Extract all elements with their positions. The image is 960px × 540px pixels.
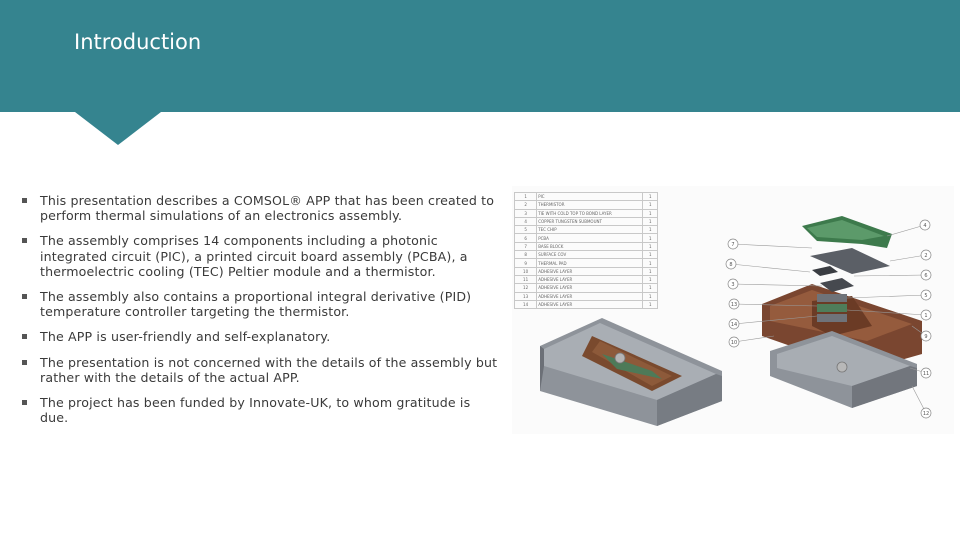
- bom-cell: SURFACE COV: [537, 251, 643, 259]
- housing-lid: [540, 318, 722, 426]
- bom-cell: 12: [515, 284, 537, 292]
- bom-cell: 1: [643, 193, 658, 201]
- banner-pointer: [75, 112, 161, 145]
- bom-cell: 1: [643, 284, 658, 292]
- bom-cell: 1: [643, 259, 658, 267]
- bom-cell: 1: [643, 217, 658, 225]
- balloon-label: 2: [924, 253, 928, 259]
- balloon-label: 13: [730, 302, 738, 308]
- leader-line: [733, 244, 812, 248]
- bom-cell: 1: [515, 193, 537, 201]
- leader-line: [847, 295, 926, 298]
- bom-cell: 13: [515, 292, 537, 300]
- bom-cell: 1: [643, 201, 658, 209]
- title-banner: [0, 0, 960, 112]
- leader-line: [890, 255, 926, 261]
- bom-cell: 1: [643, 242, 658, 250]
- bom-cell: 10: [515, 267, 537, 275]
- bullet-square-icon: [22, 198, 27, 203]
- balloon-label: 6: [924, 273, 928, 279]
- balloon-label: 12: [922, 411, 930, 417]
- bullet-text: The APP is user-friendly and self-explanatory.: [40, 329, 331, 345]
- bom-cell: 8: [515, 251, 537, 259]
- bom-cell: COPPER TUNGSTEN SUBMOUNT: [537, 217, 643, 225]
- bom-cell: 11: [515, 275, 537, 283]
- bom-cell: ADHESIVE LAYER: [537, 284, 643, 292]
- bullet-square-icon: [22, 334, 27, 339]
- bullet-item: [22, 289, 502, 319]
- bom-cell: THERMISTOR: [537, 201, 643, 209]
- bom-cell: 4: [515, 217, 537, 225]
- bullet-item: [22, 395, 502, 425]
- leader-line: [734, 336, 774, 342]
- bom-cell: 6: [515, 234, 537, 242]
- bullet-text: The project has been funded by Innovate-UK, to whom gratitude is due.: [40, 395, 471, 426]
- balloon-label: 7: [731, 242, 735, 248]
- bullet-text: The assembly comprises 14 components including a photonic integrated circuit (PIC), a printed circuit board assembly (PCBA), a thermoelectric cooling (TEC) Peltier module and a thermistor.: [40, 233, 468, 279]
- leader-line: [733, 284, 822, 286]
- bom-cell: 1: [643, 275, 658, 283]
- bom-cell: ADHESIVE LAYER: [537, 300, 643, 308]
- bom-cell: TIE WITH COLD TOP TO BOND LAYER: [537, 209, 643, 217]
- pcb-board: [802, 216, 892, 248]
- bom-cell: 1: [643, 209, 658, 217]
- slide-title: Introduction: [74, 30, 202, 54]
- bom-cell: 1: [643, 292, 658, 300]
- balloon-label: 9: [924, 334, 928, 340]
- bom-cell: 14: [515, 300, 537, 308]
- bom-cell: ADHESIVE LAYER: [537, 292, 643, 300]
- bom-cell: PIC: [537, 193, 643, 201]
- bullet-item: [22, 355, 502, 385]
- bullet-text: The presentation is not concerned with the details of the assembly but rather with the details of the actual APP.: [40, 354, 498, 385]
- bom-cell: PCBA: [537, 234, 643, 242]
- assembly-figure: [512, 186, 954, 434]
- leader-line: [887, 225, 925, 236]
- bom-cell: THERMAL PAD: [537, 259, 643, 267]
- bullet-text: This presentation describes a COMSOL® APP that has been created to perform thermal simulations of an electronics assembly.: [40, 193, 495, 224]
- thermistor: [812, 266, 838, 276]
- balloon-label: 3: [731, 282, 735, 288]
- bullet-text: The assembly also contains a proportional integral derivative (PID) temperature controller targeting the thermistor.: [40, 289, 472, 320]
- bullet-item: [22, 329, 502, 344]
- balloon-label: 14: [730, 322, 738, 328]
- bom-cell: ADHESIVE LAYER: [537, 275, 643, 283]
- bullet-item: [22, 193, 502, 223]
- balloon-label: 10: [730, 340, 738, 346]
- tec-module: [817, 294, 847, 322]
- bullet-square-icon: [22, 238, 27, 243]
- bom-cell: 2: [515, 201, 537, 209]
- bom-cell: 1: [643, 226, 658, 234]
- bom-cell: 1: [643, 234, 658, 242]
- bullet-square-icon: [22, 294, 27, 299]
- bom-cell: 3: [515, 209, 537, 217]
- bom-cell: 1: [643, 267, 658, 275]
- balloon-label: 1: [924, 313, 928, 319]
- bom-cell: 1: [643, 251, 658, 259]
- bullet-item: [22, 233, 502, 279]
- exploded-assembly-drawing: [512, 186, 954, 434]
- bom-cell: 7: [515, 242, 537, 250]
- balloon-label: 8: [729, 262, 733, 268]
- balloon-label: 11: [922, 371, 930, 377]
- bom-cell: 1: [643, 300, 658, 308]
- bom-cell: 5: [515, 226, 537, 234]
- bom-cell: TEC CHIP: [537, 226, 643, 234]
- bom-cell: ADHESIVE LAYER: [537, 267, 643, 275]
- balloon-label: 5: [924, 293, 928, 299]
- leader-line: [854, 275, 926, 276]
- bullet-list: [22, 193, 502, 435]
- bullet-square-icon: [22, 400, 27, 405]
- bom-cell: BASE BLOCK: [537, 242, 643, 250]
- leader-line: [731, 264, 810, 272]
- balloon-label: 4: [923, 223, 927, 229]
- bullet-square-icon: [22, 360, 27, 365]
- bom-cell: 9: [515, 259, 537, 267]
